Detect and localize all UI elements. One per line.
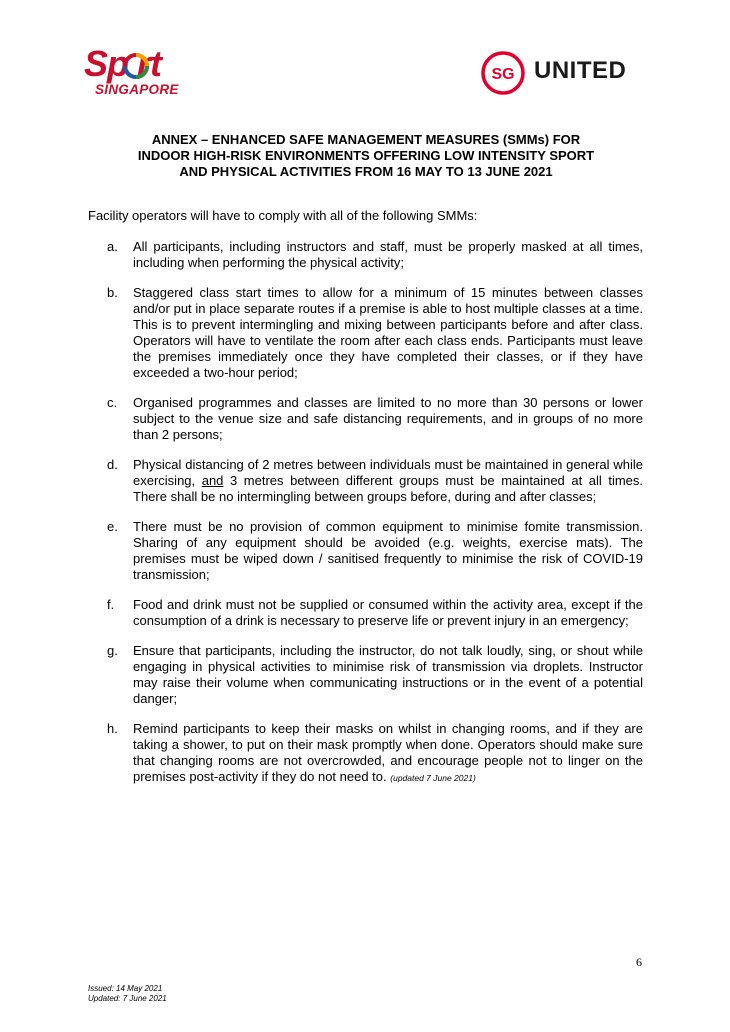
updated-date: Updated: 7 June 2021 bbox=[88, 994, 167, 1003]
document-title bbox=[80, 132, 652, 180]
sg-badge-icon bbox=[480, 50, 526, 96]
title-line-1: ANNEX – ENHANCED SAFE MANAGEMENT MEASURES (SMMs) FOR bbox=[151, 132, 581, 147]
list-item-text: All participants, including instructors and staff, must be properly masked at all times, including when performing the physical activity; bbox=[133, 239, 643, 270]
text-before: Physical distancing of 2 metres between individuals must be maintained in general while exercising, bbox=[133, 457, 643, 488]
smm-list bbox=[88, 239, 643, 800]
list-item-text bbox=[133, 457, 643, 505]
sg-united-word: UNITED bbox=[534, 57, 627, 84]
list-item bbox=[88, 519, 643, 583]
sport-singapore-logo bbox=[84, 43, 204, 102]
list-marker: h. bbox=[107, 721, 118, 736]
list-item bbox=[88, 457, 643, 505]
text-after: 3 metres between different groups must be maintained at all times. There shall be no intermingling between groups before, during and after classes; bbox=[133, 473, 644, 504]
list-marker: d. bbox=[107, 457, 118, 472]
list-item-text: Staggered class start times to allow for a minimum of 15 minutes between classes and/or put in place separate routes if a premise is able to host multiple classes at a time. This is to prevent intermingling and mixing between participants before and after class. Operators will have to ventilate the room after each class ends. Participants must leave the premises immediately once they have completed their classes, or if they have exceeded a two-hour period; bbox=[133, 285, 643, 380]
page-number: 6 bbox=[636, 955, 642, 969]
list-item-text: Food and drink must not be supplied or consumed within the activity area, except if the consumption of a drink is necessary to preserve life or prevent injury in an emergency; bbox=[133, 597, 643, 628]
title-line-3: AND PHYSICAL ACTIVITIES FROM 16 MAY TO 13 JUNE 2021 bbox=[179, 164, 553, 179]
list-marker: e. bbox=[107, 519, 118, 534]
sport-logo-o-icon bbox=[122, 52, 150, 80]
list-item bbox=[88, 721, 643, 786]
list-marker: b. bbox=[107, 285, 118, 300]
list-item-text: Ensure that participants, including the instructor, do not talk loudly, sing, or shout while engaging in physical activities to minimise risk of transmission via droplets. Instructor may raise their volume when communicating instructions or in the event of a potential danger; bbox=[133, 643, 643, 706]
title-line-2: INDOOR HIGH-RISK ENVIRONMENTS OFFERING LOW INTENSITY SPORT bbox=[137, 148, 595, 163]
update-note: (updated 7 June 2021) bbox=[390, 773, 476, 783]
list-item bbox=[88, 239, 643, 271]
item-h-body: Remind participants to keep their masks on whilst in changing rooms, and if they are taking a shower, to put on their mask promptly when done. Operators should make sure that changing rooms are not overcrowded, and encourage people not to linger on the premises post-activity if they do not need to. bbox=[133, 721, 643, 784]
sport-logo-word: Sp rt bbox=[84, 43, 162, 84]
list-item bbox=[88, 285, 643, 381]
list-marker: c. bbox=[107, 395, 118, 410]
sg-badge-text: SG bbox=[491, 66, 515, 83]
list-marker: f. bbox=[107, 597, 115, 612]
issued-date: Issued: 14 May 2021 bbox=[88, 984, 163, 993]
list-item bbox=[88, 597, 643, 629]
list-item bbox=[88, 643, 643, 707]
list-item bbox=[88, 395, 643, 443]
underlined-and: and bbox=[201, 473, 224, 488]
list-marker: a. bbox=[107, 239, 118, 254]
intro-paragraph: Facility operators will have to comply with all of the following SMMs: bbox=[88, 208, 478, 223]
list-item-text bbox=[133, 721, 643, 786]
list-item-text: Organised programmes and classes are limited to no more than 30 persons or lower subject to the venue size and safe distancing requirements, and in groups of no more than 2 persons; bbox=[133, 395, 643, 442]
list-item-text: There must be no provision of common equipment to minimise fomite transmission. Sharing of any equipment should be avoided (e.g. weights, exercise mats). The premises must be wiped down / sanitised frequently to minimise the risk of COVID-19 transmission; bbox=[133, 519, 643, 582]
list-marker: g. bbox=[107, 643, 118, 658]
sport-logo-sub: SINGAPORE bbox=[95, 82, 179, 97]
sg-united-logo bbox=[480, 50, 650, 96]
footer bbox=[88, 984, 167, 1004]
